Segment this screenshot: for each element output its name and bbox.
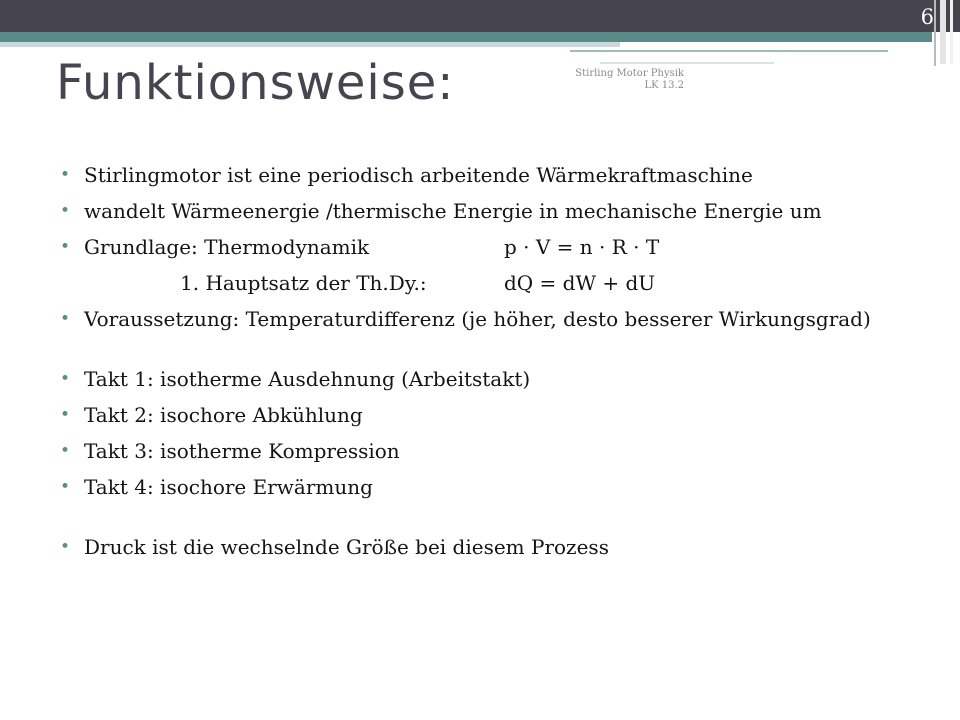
bullet-item [60, 367, 910, 391]
bullet-item [60, 535, 910, 559]
sub-item [60, 271, 910, 295]
bullet-icon: • [60, 477, 71, 497]
formula-first-law: dQ = dW + dU [504, 271, 656, 295]
bullet-text: Grundlage: Thermodynamik [84, 235, 370, 259]
slide-title: Funktionsweise: [56, 55, 455, 111]
bullet-icon: • [60, 237, 71, 257]
bullet-text: Druck ist die wechselnde Größe bei diesem Prozess [84, 535, 609, 559]
bullet-text: Takt 4: isochore Erwärmung [84, 475, 373, 499]
bullet-icon: • [60, 369, 71, 389]
bullet-icon: • [60, 537, 71, 557]
accent-line [570, 50, 888, 52]
formula-ideal-gas: p · V = n · R · T [504, 235, 660, 259]
bullet-item [60, 235, 910, 259]
bullet-icon: • [60, 201, 71, 221]
accent-line-secondary [600, 62, 774, 64]
bullet-item [60, 199, 910, 223]
bullet-item [60, 307, 910, 331]
header-note-line2: LK 13.2 [644, 80, 684, 91]
bullet-text: Voraussetzung: Temperaturdifferenz (je höher, desto besserer Wirkungsgrad) [84, 307, 871, 331]
slide-content [60, 163, 910, 571]
page-number: 6 [920, 5, 934, 29]
bullet-text: Takt 3: isotherme Kompression [84, 439, 400, 463]
bullet-text: wandelt Wärmeenergie /thermische Energie in mechanische Energie um [84, 199, 822, 223]
bullet-item [60, 163, 910, 187]
right-frame-bar-light [950, 0, 953, 64]
header-note [540, 68, 684, 92]
spacer [60, 343, 910, 367]
right-frame-line [934, 0, 936, 66]
bullet-text: Takt 2: isochore Abkühlung [84, 403, 363, 427]
sub-item-text: 1. Hauptsatz der Th.Dy.: [180, 271, 427, 295]
bullet-icon: • [60, 165, 71, 185]
right-frame-bar [940, 0, 946, 64]
teal-band [0, 32, 932, 42]
top-band [0, 0, 960, 32]
bullet-text: Stirlingmotor ist eine periodisch arbeitende Wärmekraftmaschine [84, 163, 753, 187]
bullet-item [60, 403, 910, 427]
bullet-item [60, 475, 910, 499]
header-note-line1: Stirling Motor Physik [575, 68, 684, 79]
teal-band-light [0, 42, 620, 47]
bullet-icon: • [60, 441, 71, 461]
bullet-icon: • [60, 309, 71, 329]
bullet-text: Takt 1: isotherme Ausdehnung (Arbeitstakt) [84, 367, 531, 391]
spacer [60, 511, 910, 535]
bullet-item [60, 439, 910, 463]
bullet-icon: • [60, 405, 71, 425]
